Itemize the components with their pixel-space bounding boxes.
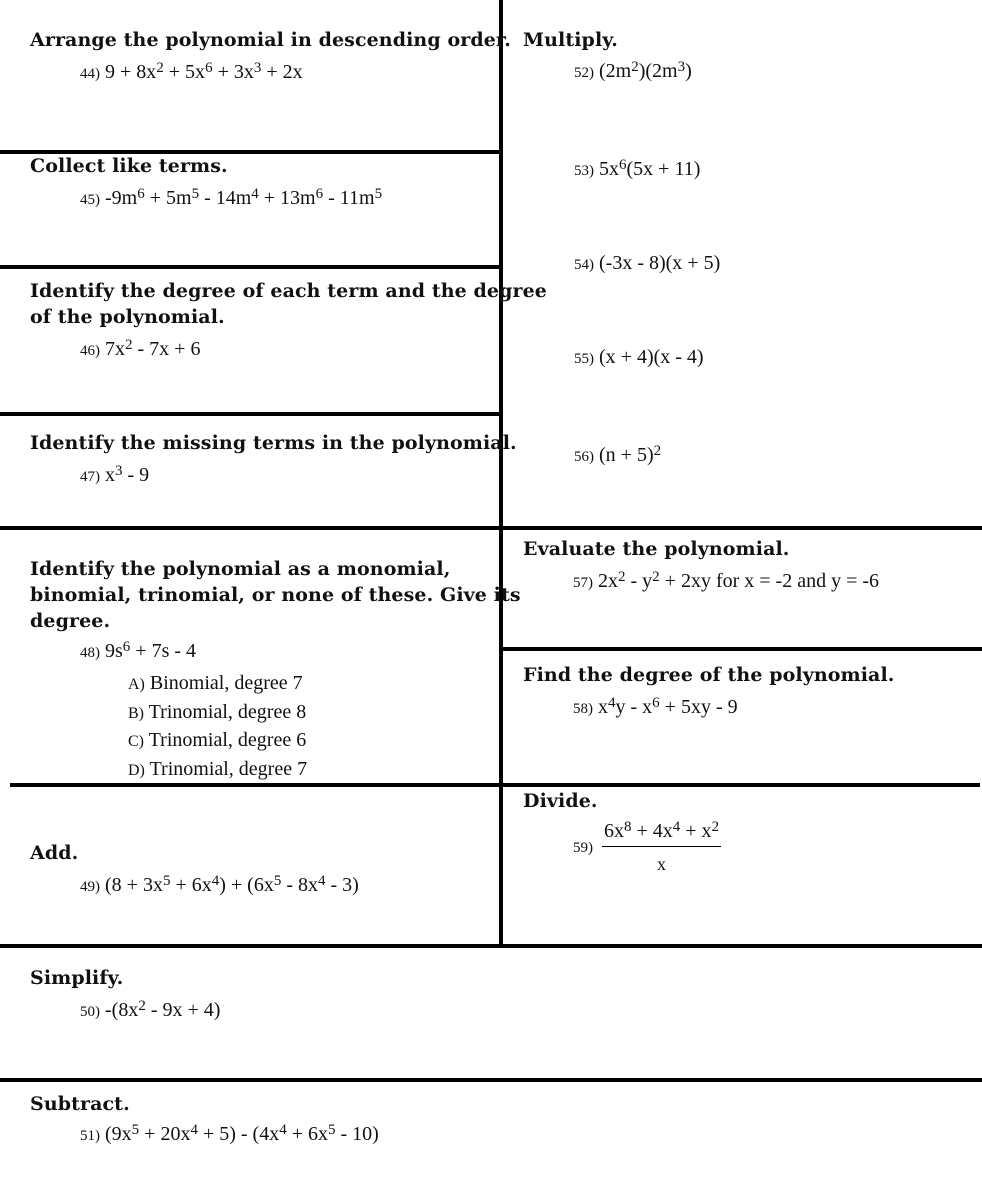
section-heading: Subtract. [30, 1093, 130, 1115]
section-find-degree [523, 662, 895, 722]
section-missing-terms [30, 430, 517, 490]
problem-46 [80, 336, 547, 364]
divider-57-58 [502, 647, 982, 651]
divider-49-50 [0, 944, 982, 948]
expression: $(8 + 3x^5 + 6x^4) + (6x^5 - 8x^4 - 3)$ [105, 873, 359, 896]
numerator: $6x^8 + 4x^4 + x^2$ [602, 818, 721, 847]
section-classify [30, 556, 521, 784]
section-arrange [30, 27, 511, 87]
divider-46-47 [0, 412, 502, 416]
problem-49 [80, 872, 359, 900]
problem-number: 44) [80, 66, 100, 82]
problem-52 [574, 58, 692, 86]
section-heading-line-2: of the polynomial. [30, 306, 225, 328]
problem-48 [80, 638, 521, 666]
section-add [30, 840, 359, 900]
problem-56 [574, 442, 661, 470]
problem-number: 53) [574, 163, 594, 179]
problem-number: 52) [574, 65, 594, 81]
choice-b[interactable]: B) Trinomial, degree 8 [128, 700, 307, 723]
problem-47 [80, 462, 517, 490]
expression: $(2m^2)(2m^3)$ [599, 59, 692, 82]
section-heading: Multiply. [523, 29, 618, 51]
problem-number: 49) [80, 879, 100, 895]
expression: $-9m^6 + 5m^5 - 14m^4 + 13m^6 - 11m^5$ [105, 186, 383, 209]
denominator: x [657, 854, 667, 874]
section-heading: Find the degree of the polynomial. [523, 664, 895, 686]
divider-45-46 [0, 265, 502, 269]
section-degree-each [30, 278, 547, 364]
section-heading: Simplify. [30, 967, 124, 989]
expression: $9 + 8x^2 + 5x^6 + 3x^3 + 2x$ [105, 60, 303, 83]
expression: (-3x - 8)(x + 5) [599, 252, 721, 274]
section-heading: Arrange the polynomial in descending order. [30, 29, 511, 51]
divider-50-51 [0, 1078, 982, 1082]
section-multiply [523, 27, 618, 53]
choice-c[interactable]: C) Trinomial, degree 6 [128, 729, 307, 751]
section-heading: Identify the missing terms in the polynomial. [30, 432, 517, 454]
problem-number: 48) [80, 645, 100, 661]
problem-number: 55) [574, 351, 594, 367]
section-heading: Add. [30, 842, 79, 864]
expression: (x + 4)(x - 4) [599, 346, 704, 368]
section-heading-line-1: Identify the degree of each term and the degree [30, 280, 547, 302]
problem-number: 45) [80, 192, 100, 208]
problem-57 [573, 568, 879, 596]
section-heading-line-2: binomial, trinomial, or none of these. Give its [30, 584, 521, 606]
section-heading-line-3: degree. [30, 610, 111, 632]
section-heading: Collect like terms. [30, 155, 228, 177]
problem-45 [80, 185, 382, 213]
problem-number: 50) [80, 1004, 100, 1020]
section-simplify [30, 965, 220, 1025]
expression: $5x^6(5x + 11)$ [599, 157, 701, 180]
section-collect [30, 153, 382, 213]
expression: $(9x^5 + 20x^4 + 5) - (4x^4 + 6x^5 - 10)$ [105, 1122, 379, 1145]
problem-54 [574, 250, 720, 278]
section-divide [523, 788, 721, 877]
problem-number: 57) [573, 575, 593, 591]
problem-number: 46) [80, 343, 100, 359]
divider-47-48 [0, 526, 982, 530]
problem-55 [574, 344, 704, 372]
section-heading: Evaluate the polynomial. [523, 538, 790, 560]
expression: $x^3 - 9$ [105, 463, 150, 486]
problem-51 [80, 1121, 379, 1149]
section-evaluate [523, 536, 879, 596]
section-subtract [30, 1091, 379, 1149]
answer-choices [128, 670, 521, 784]
fraction [602, 818, 721, 877]
problem-number: 47) [80, 469, 100, 485]
problem-number: 51) [80, 1128, 100, 1144]
problem-59 [573, 818, 721, 877]
expression: $7x^2 - 7x + 6$ [105, 337, 201, 360]
expression: $2x^2 - y^2 + 2xy$ for x = -2 and y = -6 [598, 569, 880, 592]
problem-58 [573, 694, 895, 722]
expression: $x^4y - x^6 + 5xy - 9$ [598, 695, 738, 718]
problem-number: 56) [574, 449, 594, 465]
problem-53 [574, 156, 700, 184]
section-heading: Divide. [523, 790, 598, 812]
expression: $(n + 5)^2$ [599, 443, 662, 466]
choice-a[interactable]: A) Binomial, degree 7 [128, 672, 303, 694]
expression: $-(8x^2 - 9x + 4)$ [105, 998, 221, 1021]
expression: $9s^6 + 7s - 4$ [105, 639, 197, 662]
choice-d[interactable]: D) Trinomial, degree 7 [128, 757, 308, 780]
section-heading-line-1: Identify the polynomial as a monomial, [30, 558, 451, 580]
problem-number: 59) [573, 840, 593, 857]
problem-50 [80, 997, 220, 1025]
problem-number: 58) [573, 701, 593, 717]
problem-44 [80, 59, 511, 87]
problem-number: 54) [574, 257, 594, 273]
